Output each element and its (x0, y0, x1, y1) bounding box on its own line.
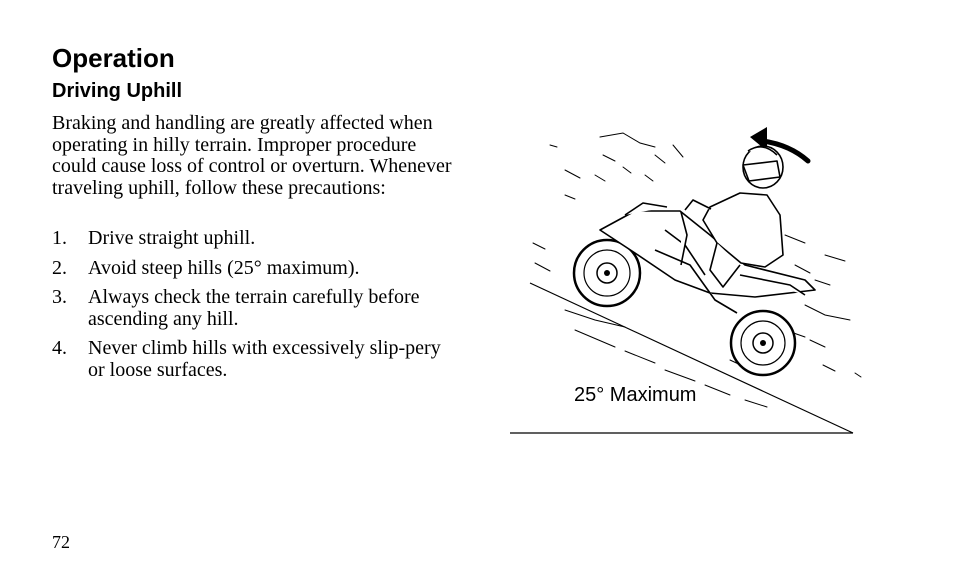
uphill-atv-illustration (505, 115, 865, 440)
section-title: Operation (52, 43, 175, 73)
subsection-title: Driving Uphill (52, 80, 182, 102)
precautions-list (52, 228, 452, 389)
intro-paragraph: Braking and handling are greatly affected when operating in hilly terrain. Improper procedure could cause loss of control or overturn. Whenever traveling uphill, follow these precautions: (52, 112, 452, 199)
step-text: Drive straight uphill. (88, 227, 256, 249)
slope-angle-label: 25° Maximum (574, 384, 697, 406)
page-number: 72 (52, 532, 70, 552)
list-item (52, 258, 452, 280)
slope-line (530, 283, 853, 433)
step-number: 2. (52, 256, 67, 279)
step-text: Never climb hills with excessively slip-pery or loose surfaces. (88, 337, 441, 381)
step-text: Always check the terrain carefully before ascending any hill. (88, 286, 420, 330)
list-item (52, 287, 452, 330)
rear-wheel (731, 311, 795, 375)
list-item (52, 228, 452, 250)
step-number: 1. (52, 227, 67, 249)
list-item (52, 338, 452, 381)
step-number: 3. (52, 286, 67, 308)
step-number: 4. (52, 337, 67, 359)
step-text: Avoid steep hills (25° maximum). (88, 256, 360, 279)
